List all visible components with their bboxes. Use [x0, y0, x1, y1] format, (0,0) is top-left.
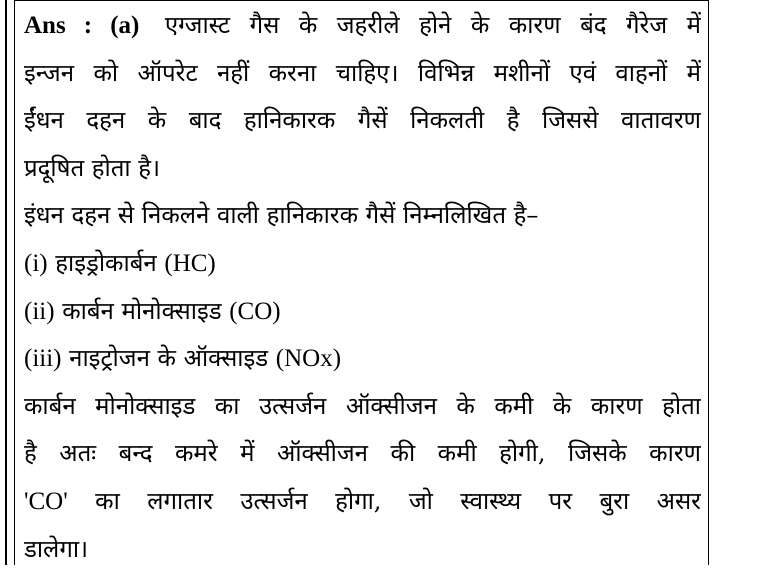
list-item-3	[24, 340, 701, 388]
list-item-2	[24, 293, 701, 341]
answer-line-5: इंधन दहन से निकलने वाली हानिकारक गैसें निम्नलिखित है–	[24, 201, 539, 230]
closing-line-3-text: का लगातार उत्सर्जन होगा, जो स्वास्थ्य पर बुरा असर	[95, 486, 701, 515]
closing-line-3	[24, 483, 701, 531]
list-item-1	[24, 245, 701, 293]
list-abbr-2: (CO)	[229, 297, 281, 325]
answer-line-2: इन्जन को ऑपरेट नहीं करना चाहिए। विभिन्न मशीनों एवं वाहनों में	[24, 58, 701, 87]
list-text-1: हाइड्रोकार्बन	[55, 248, 157, 277]
answer-line-3: ईंधन दहन के बाद हानिकारक गैसें निकलती है जिससे वातावरण	[24, 106, 701, 135]
answer-label: Ans : (a)	[24, 12, 140, 39]
list-marker-1: (i)	[24, 249, 48, 277]
answer-line-4: प्रदूषित होता है।	[24, 153, 161, 182]
answer-line-1	[24, 7, 701, 55]
list-marker-3: (iii)	[24, 345, 62, 373]
closing-line-4: डालेगा।	[24, 534, 89, 563]
list-abbr-1: (HC)	[164, 249, 216, 277]
list-text-3: नाइट्रोजन के ऑक्साइड	[69, 344, 269, 373]
answer-box	[14, 0, 709, 565]
list-abbr-3: (NOx)	[275, 345, 342, 373]
closing-line-3-quoted: 'CO'	[24, 487, 68, 515]
answer-line-1-text: एग्जास्ट गैस के जहरीले होने के कारण बंद गैरेज में	[164, 11, 701, 39]
closing-line-2: है अतः बन्द कमरे में ऑक्सीजन की कमी होगी, जिसके कारण	[24, 439, 701, 468]
list-text-2: कार्बन मोनोक्साइड	[62, 296, 222, 325]
closing-line-1: कार्बन मोनोक्साइड का उत्सर्जन ऑक्सीजन के कमी के कारण होता	[24, 391, 701, 420]
list-marker-2: (ii)	[24, 297, 55, 325]
page-left-rule	[5, 0, 7, 565]
